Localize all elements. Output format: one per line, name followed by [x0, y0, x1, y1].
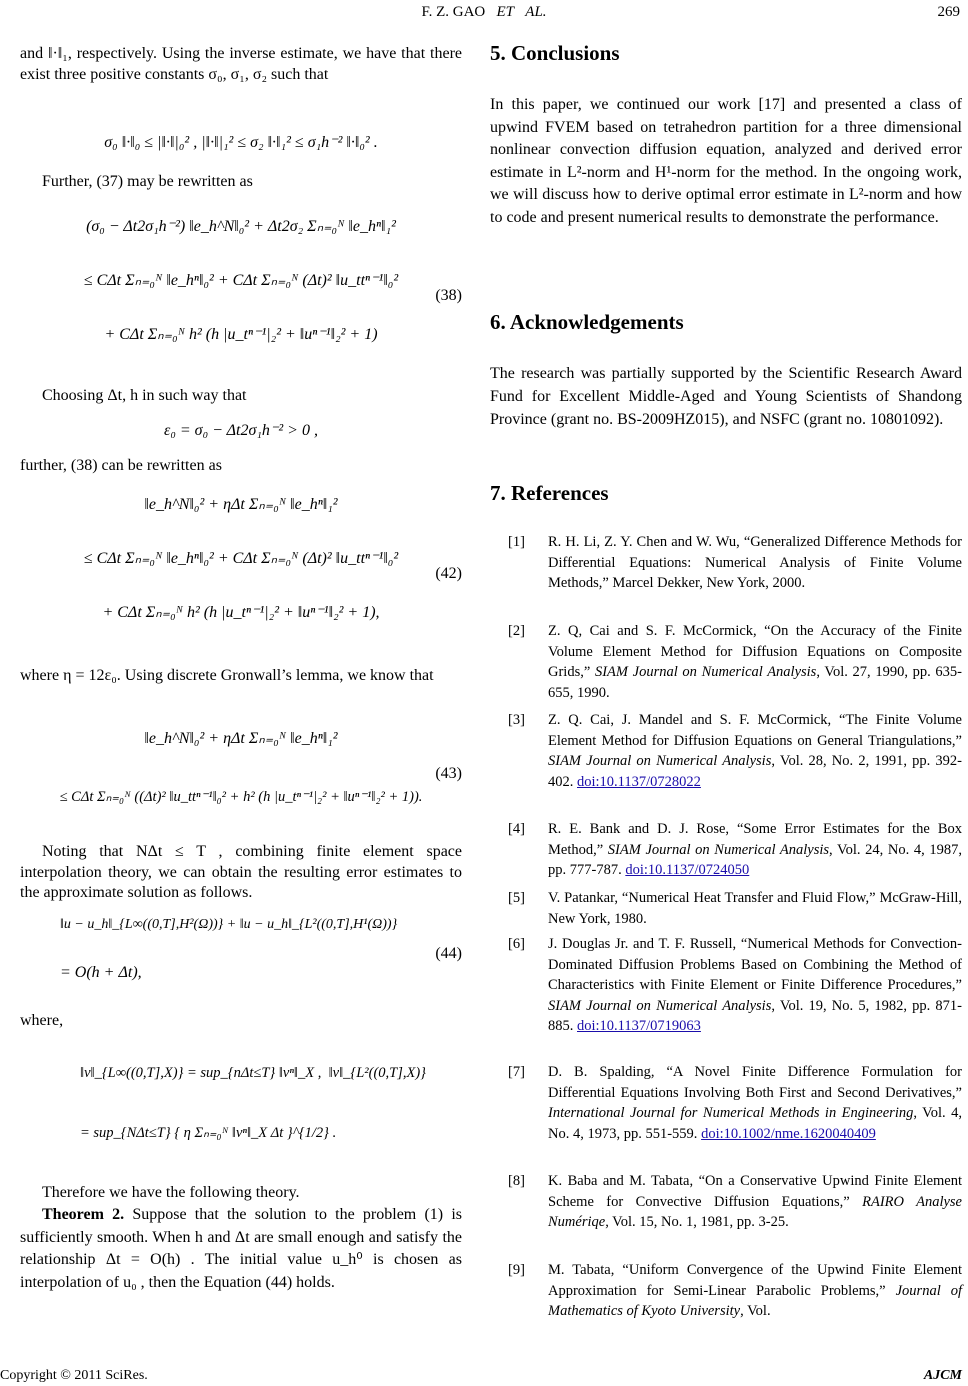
reference-text	[548, 1171, 962, 1233]
eq38-line: + CΔt Σₙ₌₀ᴺ h² (h |u_tⁿ⁻¹|₂² + ‖uⁿ⁻¹‖₂² + 1)	[104, 326, 378, 343]
theorem-2	[20, 1204, 462, 1294]
reference-item	[490, 819, 962, 881]
reference-journal: SIAM Journal on Numerical Analysis	[548, 997, 772, 1014]
reference-item	[490, 621, 962, 703]
reference-item	[490, 888, 962, 929]
reference-text	[548, 1260, 962, 1322]
equation-38	[20, 210, 462, 370]
header-et: ET	[496, 4, 515, 20]
reference-number: [1]	[508, 534, 525, 550]
reference-item	[490, 1062, 962, 1144]
reference-text	[548, 532, 962, 594]
paragraph-where: where,	[20, 1012, 64, 1029]
reference-authors-title: V. Patankar, “Numerical Heat Transfer and Fluid Flow,” McGraw-Hill, New York, 1980.	[548, 890, 962, 927]
reference-details: , Vol.	[740, 1303, 771, 1319]
conclusions-text: In this paper, we continued our work [17] and presented a class of upwind FVEM based on tetrahedron partition for a three dimensional nonlinear convection diffusion equation, analyzed and derived error estimate in L²-norm and H¹-norm for the method. In the ongoing work, we will discuss how to derive optimal error estimate in L²-norm and how to code and present numerical results to demonstrate the performance.	[490, 96, 962, 226]
equation-inverse: σ₀ ‖·‖₀ ≤ |‖·‖|₀² , |‖·‖|₁² ≤ σ₂ ‖·‖₁² ≤ σ₁h⁻² ‖·‖₀² .	[104, 134, 378, 151]
reference-authors-title: K. Baba and M. Tabata, “On a Conservative Upwind Finite Element Scheme for Convective Diffusion Equations,”	[548, 1173, 962, 1210]
reference-authors-title: R. H. Li, Z. Y. Chen and W. Wu, “Generalized Difference Methods for Differential Equations: Numerical Analysis of Finite Volume Methods,” Marcel Dekker, New York, 2000.	[548, 534, 962, 591]
running-header	[0, 2, 968, 23]
section-acknowledgements-heading: 6. Acknowledgements	[490, 310, 684, 334]
equation-norms	[20, 1060, 462, 1170]
norms-line: ‖v‖_{L∞((0,T],X)} = sup_{nΔt≤T} ‖vⁿ‖_X , ‖v‖_{L²((0,T],X)}	[80, 1065, 426, 1081]
eq42-line: + CΔt Σₙ₌₀ᴺ h² (h |u_tⁿ⁻¹|₂² + ‖uⁿ⁻¹‖₂² + 1),	[102, 604, 380, 621]
reference-journal: SIAM Journal on Numerical Analysis	[607, 841, 830, 858]
reference-text	[548, 710, 962, 792]
reference-details: , Vol. 15, No. 1, 1981, pp. 3-25.	[605, 1214, 789, 1230]
page-number: 269	[937, 4, 960, 20]
section-references-heading: 7. References	[490, 481, 609, 505]
paragraph-therefore: Therefore we have the following theory.	[42, 1184, 300, 1201]
equation-42	[20, 488, 462, 648]
reference-item	[490, 1260, 962, 1322]
acknowledgements-text: The research was partially supported by the Scientific Research Award Fund for Excellent Middle-Aged and Young Scientists of Shandong Province (grant no. BS-2009HZ015), and NSFC (grant no. 10801092).	[490, 365, 962, 428]
eq44-line: = O(h + Δt),	[60, 964, 142, 981]
reference-details: , Vol. 19, No. 5, 1982, pp. 871-885.	[548, 997, 962, 1034]
reference-number: [8]	[508, 1173, 525, 1189]
reference-text	[548, 888, 962, 929]
reference-journal: RAIRO Analyse Numériqe	[548, 1193, 962, 1230]
reference-text	[548, 621, 962, 703]
header-author: F. Z. GAO	[421, 4, 486, 20]
reference-text	[548, 819, 962, 881]
reference-authors-title: R. E. Bank and D. J. Rose, “Some Error Estimates for the Box Method,”	[548, 821, 962, 858]
theorem-label: Theorem 2.	[42, 1206, 125, 1223]
reference-authors-title: M. Tabata, “Uniform Convergence of the Upwind Finite Element Approximation for Semi-Linear Parabolic Problems,”	[548, 1262, 962, 1299]
reference-authors-title: Z. Q, Cai and S. F. McCormick, “On the Accuracy of the Finite Volume Element Method for Diffusion Equations on Composite Grids,”	[548, 623, 962, 680]
reference-number: [9]	[508, 1262, 525, 1278]
reference-number: [2]	[508, 623, 525, 639]
theorem-text: Suppose that the solution to the problem (1) is sufficiently smooth. When h and Δt are small enough and satisfy the relationship Δt = O(h) . The initial value u_h⁰ is chosen as interpolation of u₀ , then the Equation (44) holds.	[20, 1206, 462, 1291]
section-conclusions-heading: 5. Conclusions	[490, 41, 620, 65]
equation-number: (38)	[435, 287, 462, 304]
reference-text	[548, 934, 962, 1037]
paragraph-choosing: Choosing Δt, h in such way that	[42, 387, 247, 404]
reference-journal: SIAM Journal on Numerical Analysis	[594, 664, 817, 680]
reference-item	[490, 934, 962, 1037]
reference-details: , Vol. 27, 1990, pp. 635-655, 1990.	[548, 664, 962, 701]
reference-authors-title: Z. Q. Cai, J. Mandel and S. F. McCormick, “The Finite Volume Element Method for Diffusion Equations on General Triangulations,”	[548, 712, 962, 749]
reference-number: [3]	[508, 712, 525, 728]
eq42-line: ‖e_h^N‖₀² + ηΔt Σₙ₌₀ᴺ ‖e_hⁿ‖₁²	[144, 496, 338, 513]
reference-authors-title: D. B. Spalding, “A Novel Finite Difference Formulation for Differential Equations Involving Both First and Second Derivatives,”	[548, 1064, 962, 1101]
reference-number: [5]	[508, 890, 525, 906]
equation-number: (43)	[435, 765, 462, 782]
reference-doi-link[interactable]: doi:10.1002/nme.1620040409	[701, 1125, 876, 1142]
header-al: AL.	[525, 4, 547, 20]
reference-text	[548, 1062, 962, 1144]
footer-journal: AJCM	[923, 1368, 962, 1383]
equation-44	[20, 912, 462, 996]
eq38-line: ≤ CΔt Σₙ₌₀ᴺ ‖e_hⁿ‖₀² + CΔt Σₙ₌₀ᴺ (Δt)² ‖u_ttⁿ⁻¹‖₀²	[83, 272, 399, 289]
eq43-line: ‖e_h^N‖₀² + ηΔt Σₙ₌₀ᴺ ‖e_hⁿ‖₁²	[144, 730, 338, 747]
norms-line: = sup_{NΔt≤T} { η Σₙ₌₀ᴺ ‖vⁿ‖_X Δt }^{1/2} .	[80, 1125, 337, 1141]
eq42-line: ≤ CΔt Σₙ₌₀ᴺ ‖e_hⁿ‖₀² + CΔt Σₙ₌₀ᴺ (Δt)² ‖u_ttⁿ⁻¹‖₀²	[83, 550, 399, 567]
reference-number: [7]	[508, 1064, 525, 1080]
reference-number: [4]	[508, 821, 525, 837]
reference-doi-link[interactable]: doi:10.1137/0719063	[577, 1018, 701, 1034]
paragraph-gronwall: where η = 12ε₀. Using discrete Gronwall’s lemma, we know that	[20, 667, 434, 684]
equation-number: (42)	[435, 565, 462, 582]
reference-item	[490, 1171, 962, 1233]
eq44-line: ‖u − u_h‖_{L∞((0,T],H²(Ω))} + ‖u − u_h‖_{L²((0,T],H¹(Ω))}	[60, 917, 398, 932]
paragraph-noting: Noting that NΔt ≤ T , combining finite element space interpolation theory, we can obtain the resulting error estimates to the approximate solution as follows.	[20, 843, 462, 901]
reference-doi-link[interactable]: doi:10.1137/0724050	[625, 862, 750, 878]
equation-43	[20, 722, 462, 842]
reference-doi-link[interactable]: doi:10.1137/0728022	[577, 773, 701, 790]
reference-authors-title: J. Douglas Jr. and T. F. Russell, “Numerical Methods for Convection-Dominated Diffusion Problems Based on Combining the Method of Characteristics with Finite Element or Finite Difference Procedures,”	[548, 936, 962, 993]
reference-details: , Vol. 24, No. 4, 1987, pp. 777-787.	[548, 841, 962, 878]
reference-journal: International Journal for Numerical Methods in Engineering	[548, 1105, 914, 1121]
reference-journal: Journal of Mathematics of Kyoto University	[548, 1282, 963, 1319]
paragraph-inverse-estimate: and ‖·‖₁, respectively. Using the inverse estimate, we have that there exist three positive constants σ₀, σ₁, σ₂ such that	[20, 45, 462, 83]
paragraph-further: Further, (37) may be rewritten as	[42, 173, 253, 190]
reference-details: , Vol. 4, No. 4, 1973, pp. 551-559.	[548, 1105, 962, 1142]
equation-epsilon: ε₀ = σ₀ − Δt2σ₁h⁻² > 0 ,	[164, 422, 318, 439]
footer-copyright: Copyright © 2011 SciRes.	[0, 1368, 148, 1383]
reference-details: , Vol. 28, No. 2, 1991, pp. 392-402.	[548, 753, 962, 790]
equation-number: (44)	[435, 945, 462, 962]
eq43-line: ≤ CΔt Σₙ₌₀ᴺ ((Δt)² ‖u_ttⁿ⁻¹‖₀² + h² (h |u_tⁿ⁻¹|₂² + ‖uⁿ⁻¹‖₂² + 1)).	[59, 789, 423, 805]
eq38-line: (σ₀ − Δt2σ₁h⁻²) ‖e_h^N‖₀² + Δt2σ₂ Σₙ₌₀ᴺ ‖e_hⁿ‖₁²	[86, 218, 396, 235]
reference-item	[490, 532, 962, 594]
reference-item	[490, 710, 962, 792]
reference-number: [6]	[508, 936, 525, 952]
paragraph-further-38: further, (38) can be rewritten as	[20, 457, 222, 474]
reference-journal: SIAM Journal on Numerical Analysis	[548, 753, 772, 769]
